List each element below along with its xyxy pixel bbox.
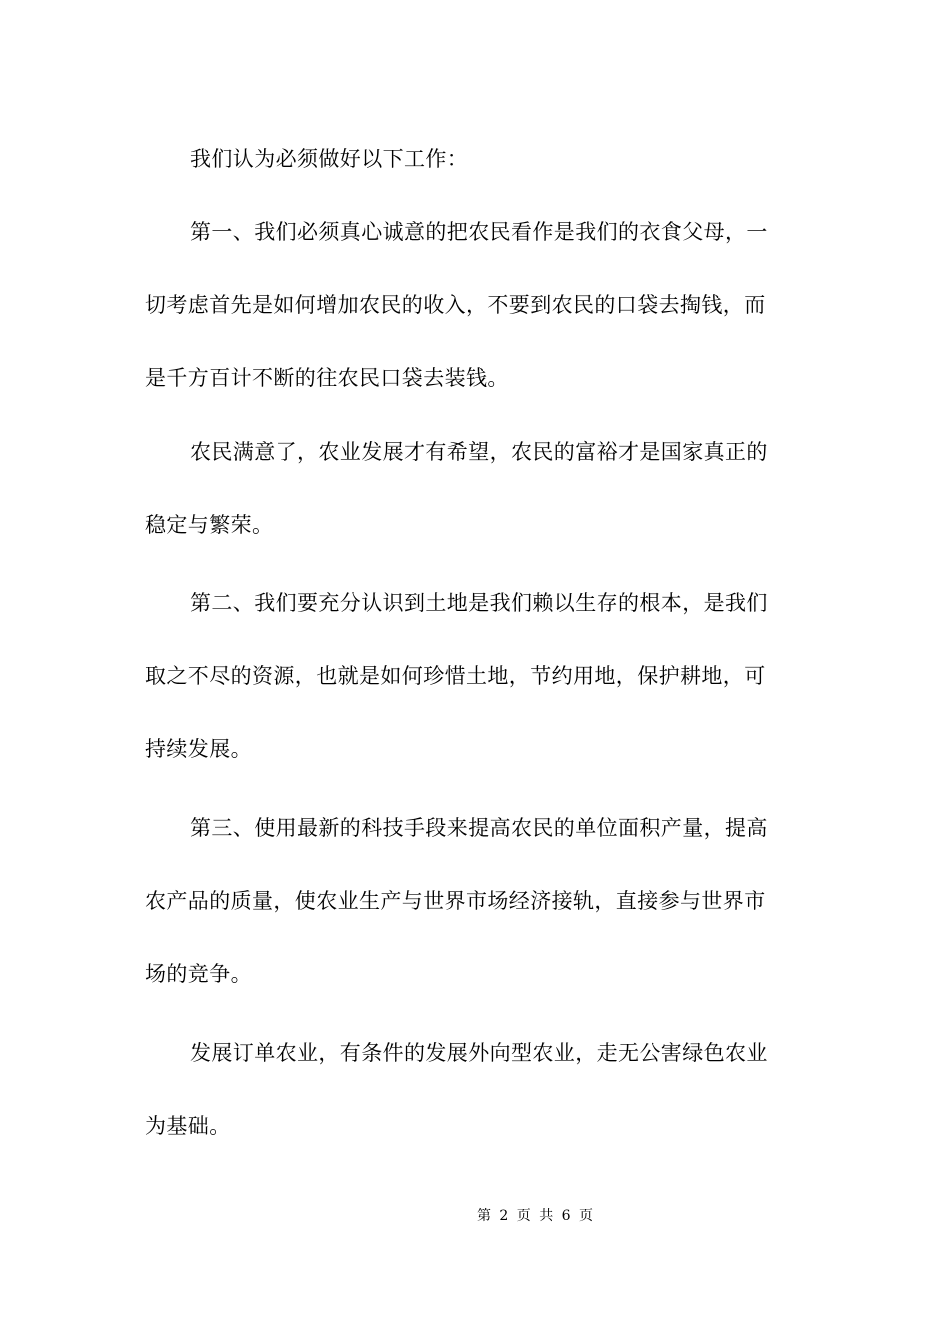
paragraph-line: 第三、使用最新的科技手段来提高农民的单位面积产量，提高 — [190, 816, 768, 840]
footer-total-unit: 页 — [579, 1208, 594, 1224]
paragraph-line: 我们认为必须做好以下工作： — [190, 147, 469, 171]
paragraph-line: 农民满意了，农业发展才有希望，农民的富裕才是国家真正的 — [190, 440, 768, 464]
paragraph-line: 发展订单农业，有条件的发展外向型农业，走无公害绿色农业 — [190, 1041, 768, 1065]
footer-page-unit: 页 — [516, 1208, 531, 1224]
paragraph-line: 第二、我们要充分认识到土地是我们赖以生存的根本，是我们 — [190, 591, 768, 615]
paragraph-5 — [145, 813, 805, 989]
paragraph-3 — [145, 437, 805, 540]
paragraph-line: 持续发展。 — [145, 737, 252, 761]
paragraph-line: 第一、我们必须真心诚意的把农民看作是我们的衣食父母，一 — [190, 220, 768, 244]
paragraph-2 — [145, 217, 805, 393]
paragraph-line: 为基础。 — [145, 1114, 231, 1138]
paragraph-4 — [145, 588, 805, 764]
paragraph-line: 稳定与繁荣。 — [145, 513, 274, 537]
paragraph-6 — [145, 1038, 805, 1141]
paragraph-line: 切考虑首先是如何增加农民的收入，不要到农民的口袋去掏钱，而 — [145, 293, 766, 317]
paragraph-line: 取之不尽的资源，也就是如何珍惜土地，节约用地，保护耕地，可 — [145, 664, 766, 688]
footer-total-pages: 6 — [561, 1208, 571, 1224]
paragraph-line: 农产品的质量，使农业生产与世界市场经济接轨，直接参与世界市 — [145, 889, 766, 913]
footer-page-number: 2 — [499, 1208, 509, 1224]
paragraph-line: 是千方百计不断的往农民口袋去装钱。 — [145, 366, 509, 390]
footer-prefix: 第 — [476, 1208, 491, 1224]
page-footer — [0, 1207, 950, 1225]
paragraph-1 — [145, 144, 805, 174]
paragraph-line: 场的竞争。 — [145, 962, 252, 986]
footer-total-prefix: 共 — [539, 1208, 554, 1224]
